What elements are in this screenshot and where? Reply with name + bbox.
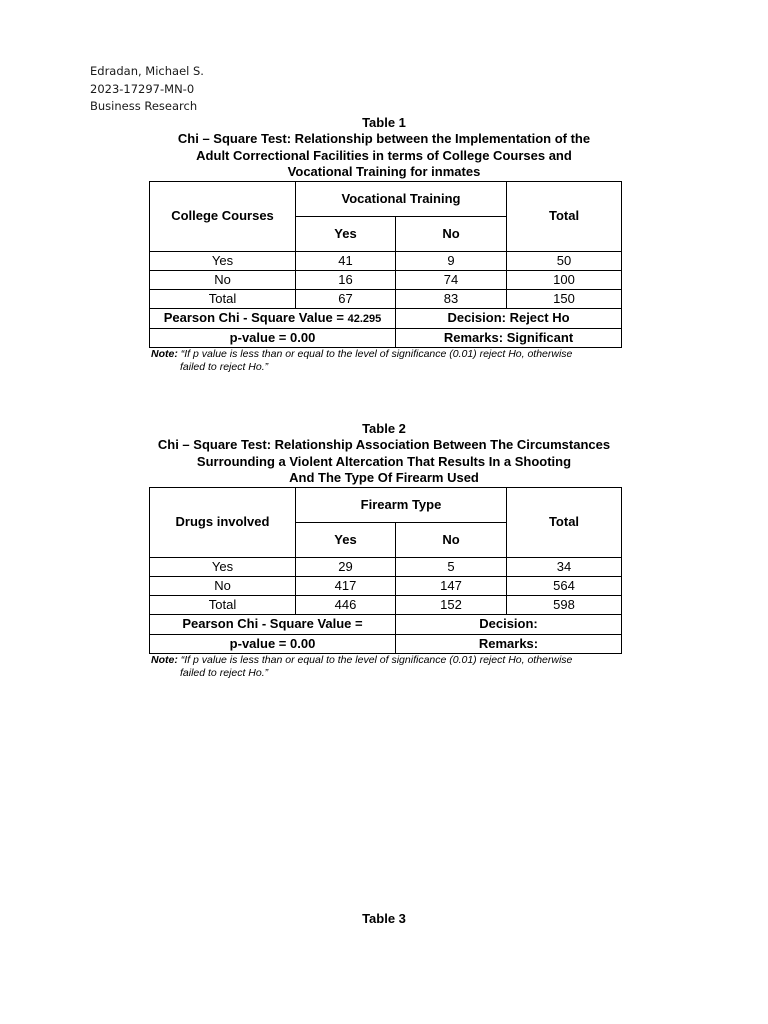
note-text-continued: failed to reject Ho.” [180,360,269,373]
table2-group-header: Firearm Type [296,487,507,522]
table2-row-header: Drugs involved [150,487,296,557]
table1-col-yes: Yes [296,216,396,251]
table2-block [0,421,768,680]
table-row [150,270,622,289]
row-label: No [150,576,296,595]
cell: 152 [396,595,507,614]
cell: 147 [396,576,507,595]
cell: 16 [296,270,396,289]
row-label: Yes [150,557,296,576]
remarks-cell: Remarks: Significant [396,328,622,347]
pearson-label: Pearson Chi - Square Value = [163,309,344,325]
p-value-cell: p-value = 0.00 [150,634,396,653]
note-text: “If p value is less than or equal to the level of significance (0.01) reject Ho, otherwise [180,653,573,666]
row-label: No [150,270,296,289]
row-label: Total [150,595,296,614]
table1-total-header: Total [507,181,622,251]
cell: 564 [507,576,622,595]
row-label: Total [150,289,296,308]
table2-col-yes: Yes [296,522,396,557]
table1-note [151,348,621,374]
table2-caption-line: Surrounding a Violent Altercation That Results In a Shooting [196,453,572,469]
table2-total-header: Total [507,487,622,557]
cell: 74 [396,270,507,289]
table2-label: Table 2 [362,421,406,436]
pvalue-row [150,328,622,347]
cell: 150 [507,289,622,308]
note-text-continued: failed to reject Ho.” [180,666,269,679]
table1-group-header: Vocational Training [296,181,507,216]
cell: 67 [296,289,396,308]
table1-caption-line: Chi – Square Test: Relationship between the Implementation of the [177,131,591,146]
pearson-label: Pearson Chi - Square Value = [182,615,363,631]
document-header [90,63,204,116]
cell: 83 [396,289,507,308]
cell: 41 [296,251,396,270]
table-row [150,557,622,576]
cell: 29 [296,557,396,576]
decision-cell: Decision: Reject Ho [396,308,622,328]
table2-col-no: No [396,522,507,557]
table3-label: Table 3 [362,911,406,926]
author-name: Edradan, Michael S. [90,64,204,78]
cell: 417 [296,576,396,595]
note-text: “If p value is less than or equal to the level of significance (0.01) reject Ho, otherwise [180,347,573,360]
cell: 446 [296,595,396,614]
table-row [150,251,622,270]
table1-row-header: College Courses [150,181,296,251]
table-row [150,595,622,614]
cell: 5 [396,557,507,576]
table1-block [0,115,768,374]
cell: 100 [507,270,622,289]
cell: 34 [507,557,622,576]
note-label: Note: [151,347,178,360]
table2-caption [114,437,654,487]
pearson-cell [150,308,396,328]
cell: 598 [507,595,622,614]
pearson-row [150,614,622,634]
note-label: Note: [151,653,178,666]
table1-label: Table 1 [362,115,406,130]
remarks-cell: Remarks: [396,634,622,653]
table1-grid [149,181,622,348]
table-row [150,289,622,308]
pearson-row [150,308,622,328]
student-id: 2023-17297-MN-0 [90,81,195,96]
course-name: Business Research [90,99,198,113]
table2-note [151,654,621,680]
pearson-value: 42.295 [347,312,382,325]
cell: 50 [507,251,622,270]
table2-caption-line: And The Type Of Firearm Used [289,470,479,485]
table1-caption [134,131,634,181]
table1-caption-line: Adult Correctional Facilities in terms of College Courses and [196,147,572,163]
table2-caption-line: Chi – Square Test: Relationship Association Between The Circumstances [157,437,611,452]
pearson-cell [150,614,396,634]
table-row [150,576,622,595]
table2-grid [149,487,622,654]
table1-caption-line: Vocational Training for inmates [287,164,481,179]
table1-col-no: No [396,216,507,251]
decision-cell: Decision: [396,614,622,634]
p-value-cell: p-value = 0.00 [150,328,396,347]
pvalue-row [150,634,622,653]
cell: 9 [396,251,507,270]
row-label: Yes [150,251,296,270]
